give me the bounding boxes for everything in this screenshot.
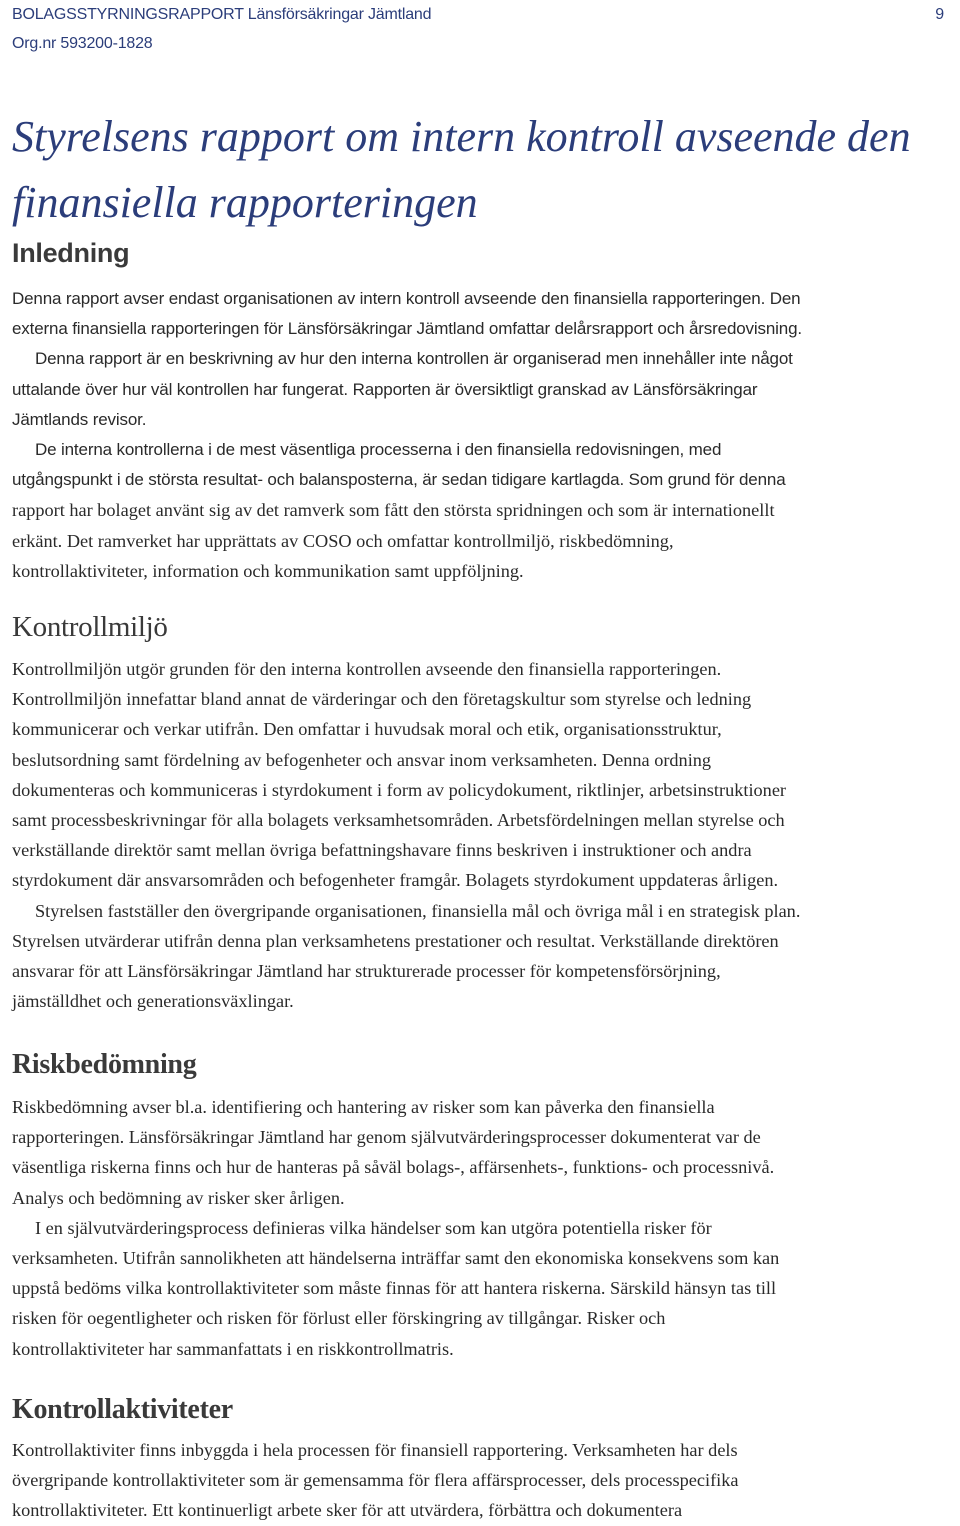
kontrollaktiviteter-line: Kontrollaktiviter finns inbyggda i hela processen för finansiell rapportering. Verksamheten har dels <box>12 1440 738 1460</box>
inledning-line: utgångspunkt i de största resultat- och balansposterna, är sedan tidigare kartlagda. Som grund för denna <box>12 470 786 490</box>
report-title: BOLAGSSTYRNINGSRAPPORT Länsförsäkringar Jämtland <box>12 6 432 23</box>
riskbedomning-body <box>12 1092 952 1364</box>
inledning-line: Denna rapport är en beskrivning av hur den interna kontrollen är organiserad men innehåller inte något <box>35 349 793 369</box>
inledning-line: externa finansiella rapporteringen för Länsförsäkringar Jämtland omfattar delårsrapport och årsredovisning. <box>12 319 802 339</box>
org-number: Org.nr 593200-1828 <box>12 35 153 52</box>
section-kontrollaktiviteter <box>12 1393 952 1526</box>
inledning-line: rapport har bolaget använt sig av det ramverk som fått den största spridningen och som är internationellt <box>12 500 775 521</box>
heading-inledning: Inledning <box>12 238 130 268</box>
heading-riskbedomning: Riskbedömning <box>12 1049 197 1080</box>
page-header <box>12 0 948 58</box>
inledning-line: kontrollaktiviteter, information och kommunikation samt uppföljning. <box>12 560 524 581</box>
kontrollmiljo-line: beslutsordning samt fördelning av befogenheter och ansvar inom verksamheten. Denna ordning <box>12 749 712 770</box>
riskbedomning-line: väsentliga riskerna finns och hur de hanteras på såväl bolags-, affärsenhets-, funktions- och processnivå. <box>12 1157 775 1178</box>
kontrollmiljo-line: jämställdhet och generationsväxlingar. <box>12 991 294 1012</box>
heading-kontrollaktiviteter: Kontrollaktiviteter <box>12 1394 233 1425</box>
inledning-body <box>12 284 952 586</box>
document-title <box>12 104 952 236</box>
kontrollmiljo-line: Kontrollmiljön innefattar bland annat de värderingar och den företagskultur som styrelse och ledning <box>12 689 752 710</box>
riskbedomning-line: Riskbedömning avser bl.a. identifiering och hantering av risker som kan påverka den finansiella <box>12 1097 715 1117</box>
kontrollmiljo-line: styrdokument där ansvarsområden och befogenheter framgår. Bolagets styrdokument uppdateras årligen. <box>12 870 779 891</box>
kontrollmiljo-line: dokumenteras och kommuniceras i styrdokument i form av policydokument, riktlinjer, arbetsinstruktioner <box>12 779 787 800</box>
kontrollmiljo-line: Styrelsen utvärderar utifrån denna plan verksamhetens prestationer och resultat. Verkställande direktören <box>12 930 779 951</box>
kontrollmiljo-line: verkställande direktör samt mellan övriga befattningshavare finns beskriven i instruktioner och andra <box>12 840 752 861</box>
inledning-line: De interna kontrollerna i de mest väsentliga processerna i den finansiella redovisningen, med <box>35 440 722 460</box>
inledning-line: erkänt. Det ramverket har upprättats av COSO och omfattar kontrollmiljö, riskbedömning, <box>12 530 674 551</box>
section-kontrollmiljo <box>12 610 952 1016</box>
kontrollaktiviteter-line: övergripande kontrollaktiviteter som är gemensamma för flera affärsprocesser, dels processpecifika <box>12 1470 739 1491</box>
section-inledning <box>12 236 952 586</box>
kontrollmiljo-line: Kontrollmiljön utgör grunden för den interna kontrollen avseende den finansiella rapporteringen. <box>12 659 722 679</box>
kontrollmiljo-body <box>12 654 952 1016</box>
header-row-top <box>12 0 948 29</box>
page-number: 9 <box>935 6 944 23</box>
kontrollaktiviteter-body <box>12 1435 952 1526</box>
kontrollmiljo-line: kommunicerar och verkar utifrån. Den omfattar i huvudsak moral och etik, organisationsstruktur, <box>12 719 722 740</box>
riskbedomning-line: risken för oegentligheter och risken för förlust eller förskingring av tillgångar. Risker och <box>12 1308 666 1329</box>
title-line-1: Styrelsens rapport om intern kontroll avseende den <box>12 112 911 161</box>
inledning-line: Denna rapport avser endast organisationen av intern kontroll avseende den finansiella rapporteringen. Den <box>12 289 801 308</box>
header-row-org <box>12 29 948 58</box>
inledning-line: uttalande över hur väl kontrollen har fungerat. Rapporten är översiktligt granskad av Länsförsäkringar <box>12 379 758 399</box>
kontrollaktiviteter-line: kontrollaktiviteter. Ett kontinuerligt arbete sker för att utvärdera, förbättra och dokumentera <box>12 1500 683 1521</box>
kontrollmiljo-line: ansvarar för att Länsförsäkringar Jämtland har strukturerade processer för kompetensförsörjning, <box>12 961 721 982</box>
inledning-line: Jämtlands revisor. <box>12 409 147 429</box>
section-riskbedomning <box>12 1048 952 1364</box>
kontrollmiljo-line: Styrelsen fastställer den övergripande organisationen, finansiella mål och övriga mål i en strategisk plan. <box>35 900 801 921</box>
riskbedomning-line: kontrollaktiviteter har sammanfattats i en riskkontrollmatris. <box>12 1338 454 1359</box>
riskbedomning-line: rapporteringen. Länsförsäkringar Jämtland har genom självutvärderingsprocesser dokumenterat var de <box>12 1127 761 1148</box>
riskbedomning-line: Analys och bedömning av risker sker årligen. <box>12 1187 345 1208</box>
riskbedomning-line: I en självutvärderingsprocess definieras vilka händelser som kan utgöra potentiella risker för <box>35 1217 712 1238</box>
riskbedomning-line: uppstå bedöms vilka kontrollaktiviteter som måste finnas för att hantera riskerna. Särskild hänsyn tas till <box>12 1278 777 1299</box>
kontrollmiljo-line: samt processbeskrivningar för alla bolagets verksamhetsområden. Arbetsfördelningen mellan styrelse och <box>12 810 785 831</box>
riskbedomning-line: verksamheten. Utifrån sannolikheten att händelserna inträffar samt den ekonomiska konsekvens som kan <box>12 1248 780 1269</box>
title-line-2: finansiella rapporteringen <box>12 178 478 227</box>
heading-kontrollmiljo: Kontrollmiljö <box>12 611 168 643</box>
